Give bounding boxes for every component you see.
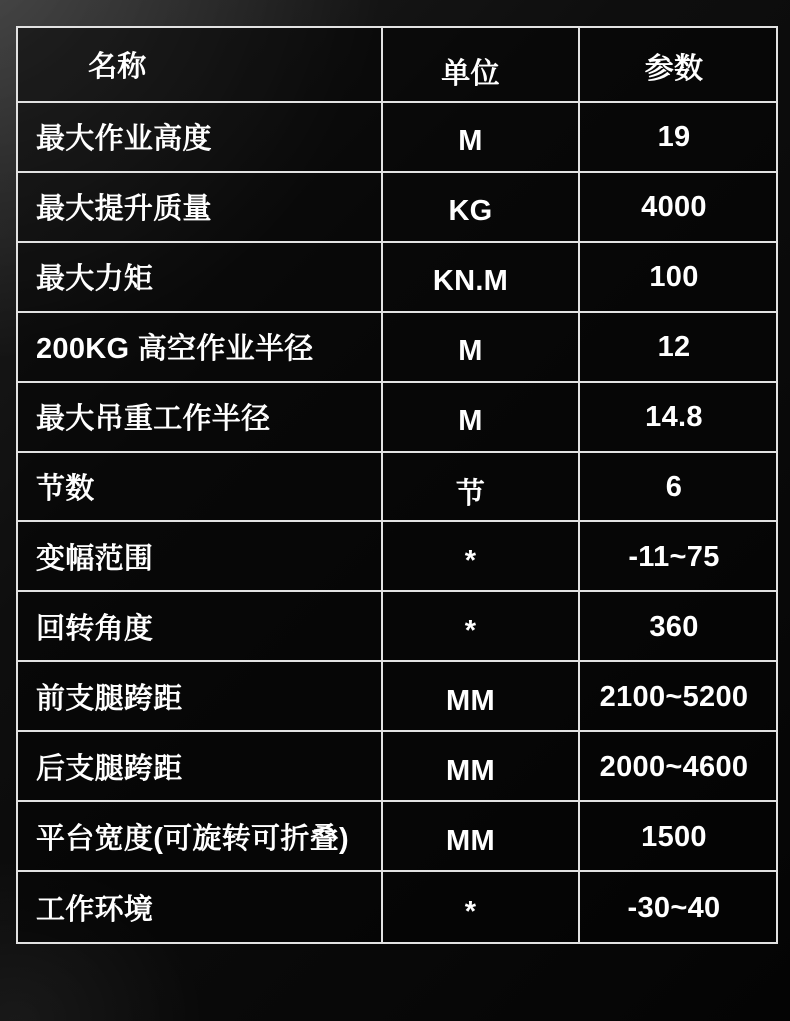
spec-unit-cell: KN.M <box>383 243 580 313</box>
spec-name-cell: 平台宽度(可旋转可折叠) <box>18 802 383 872</box>
spec-unit-cell: M <box>383 313 580 383</box>
spec-unit-cell: M <box>383 383 580 453</box>
spec-unit-cell: MM <box>383 732 580 802</box>
spec-value-cell: 14.8 <box>580 383 776 453</box>
spec-unit-cell: * <box>383 592 580 662</box>
spec-value-cell: 100 <box>580 243 776 313</box>
spec-name-cell: 工作环境 <box>18 872 383 942</box>
spec-name-cell: 回转角度 <box>18 592 383 662</box>
spec-name-cell: 后支腿跨距 <box>18 732 383 802</box>
spec-unit-cell: KG <box>383 173 580 243</box>
spec-unit-cell: * <box>383 522 580 592</box>
spec-name-cell: 前支腿跨距 <box>18 662 383 732</box>
spec-unit-cell: * <box>383 872 580 942</box>
spec-value-cell: 6 <box>580 453 776 523</box>
spec-name-cell: 200KG 高空作业半径 <box>18 313 383 383</box>
spec-name-cell: 节数 <box>18 453 383 523</box>
spec-unit-cell: 节 <box>383 453 580 523</box>
header-value: 参数 <box>580 28 776 103</box>
spec-table <box>16 26 778 944</box>
spec-name-cell: 变幅范围 <box>18 522 383 592</box>
spec-value-cell: -11~75 <box>580 522 776 592</box>
spec-name-cell: 最大作业高度 <box>18 103 383 173</box>
spec-value-cell: 19 <box>580 103 776 173</box>
spec-value-cell: 12 <box>580 313 776 383</box>
spec-value-cell: 2100~5200 <box>580 662 776 732</box>
spec-value-cell: 4000 <box>580 173 776 243</box>
spec-value-cell: -30~40 <box>580 872 776 942</box>
spec-name-cell: 最大力矩 <box>18 243 383 313</box>
spec-value-cell: 1500 <box>580 802 776 872</box>
spec-name-cell: 最大提升质量 <box>18 173 383 243</box>
spec-value-cell: 2000~4600 <box>580 732 776 802</box>
header-unit: 单位 <box>383 28 580 103</box>
spec-unit-cell: M <box>383 103 580 173</box>
header-name: 名称 <box>18 28 383 103</box>
spec-unit-cell: MM <box>383 662 580 732</box>
spec-value-cell: 360 <box>580 592 776 662</box>
spec-name-cell: 最大吊重工作半径 <box>18 383 383 453</box>
spec-unit-cell: MM <box>383 802 580 872</box>
